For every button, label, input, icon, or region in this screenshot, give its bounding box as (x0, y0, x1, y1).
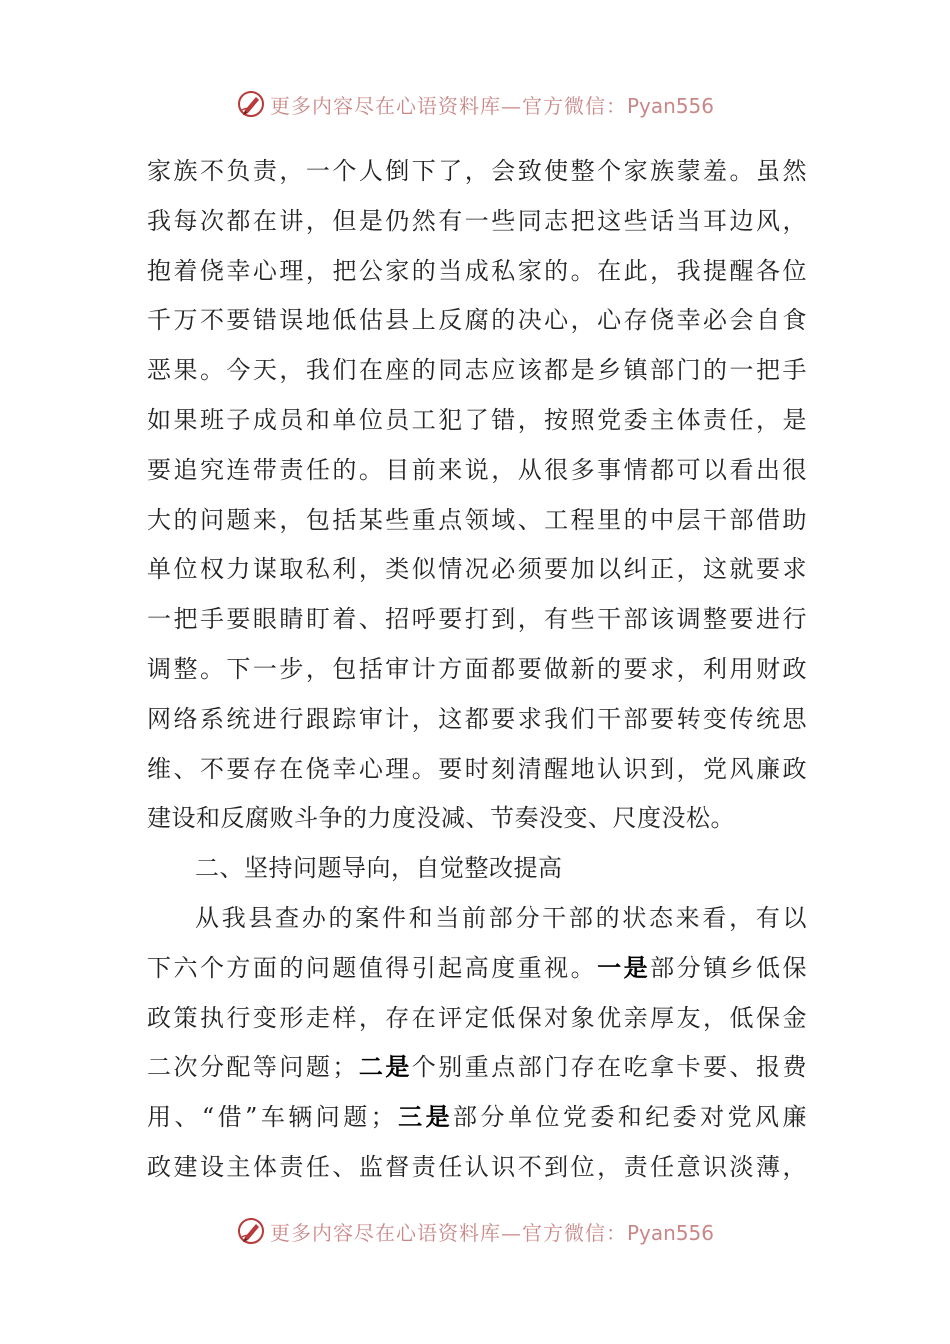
text-line: 政建设主体责任、监督责任认识不到位，责任意识淡薄， (147, 1152, 807, 1181)
bold-marker: 一是 (597, 952, 651, 982)
text-line: 家族不负责，一个人倒下了，会致使整个家族蒙羞。虽然 (147, 157, 807, 185)
bold-marker: 二是 (356, 1052, 412, 1082)
text-line: 维、不要存在侥幸心理。要时刻清醒地认识到，党风廉政 (147, 754, 807, 783)
pen-logo-icon (236, 1216, 266, 1246)
banner-text: 更多内容尽在心语资料库—官方微信：Pyan556 (269, 93, 714, 118)
text-line: 建设和反腐败斗争的力度没减、节奏没变、尺度没松。 (147, 804, 735, 833)
text-line: 从我县查办的案件和当前部分干部的状态来看，有以 (195, 903, 807, 932)
bold-marker: 三是 (395, 1102, 454, 1132)
text-line: 大的问题来，包括某些重点领域、工程里的中层干部借助 (147, 505, 807, 534)
text-line: 用、“借”车辆问题；三是部分单位党委和纪委对党风廉 (147, 1102, 808, 1132)
document-body (147, 151, 807, 1197)
text-line: 千万不要错误地低估县上反腐的决心，心存侥幸必会自食 (147, 306, 807, 335)
header-banner (0, 84, 950, 124)
text-line: 抱着侥幸心理，把公家的当成私家的。在此，我提醒各位 (147, 256, 807, 285)
text-line: 单位权力谋取私利，类似情况必须要加以纠正，这就要求 (147, 555, 807, 584)
text-line: 政策执行变形走样，存在评定低保对象优亲厚友，低保金 (147, 1003, 807, 1032)
banner-text: 更多内容尽在心语资料库—官方微信：Pyan556 (269, 1220, 714, 1245)
text-line: 要追究连带责任的。目前来说，从很多事情都可以看出很 (147, 455, 807, 484)
text-line: 二次分配等问题；二是个别重点部门存在吃拿卡要、报费 (147, 1052, 808, 1082)
text-line: 下六个方面的问题值得引起高度重视。一是部分镇乡低保 (147, 952, 808, 982)
section-heading: 二、坚持问题导向，自觉整改提高 (195, 854, 563, 883)
text-line: 恶果。今天，我们在座的同志应该都是乡镇部门的一把手 (147, 356, 807, 385)
text-line: 一把手要眼睛盯着、招呼要打到，有些干部该调整要进行 (147, 605, 807, 634)
text-line: 我每次都在讲，但是仍然有一些同志把这些话当耳边风， (147, 206, 807, 235)
text-line: 调整。下一步，包括审计方面都要做新的要求，利用财政 (147, 654, 807, 683)
text-line: 如果班子成员和单位员工犯了错，按照党委主体责任，是 (147, 405, 807, 434)
footer-banner (0, 1211, 950, 1251)
wechat-handle: Pyan556 (626, 93, 714, 118)
pen-logo-icon (236, 89, 266, 119)
wechat-handle: Pyan556 (626, 1220, 714, 1245)
text-line: 网络系统进行跟踪审计，这都要求我们干部要转变传统思 (147, 704, 807, 733)
